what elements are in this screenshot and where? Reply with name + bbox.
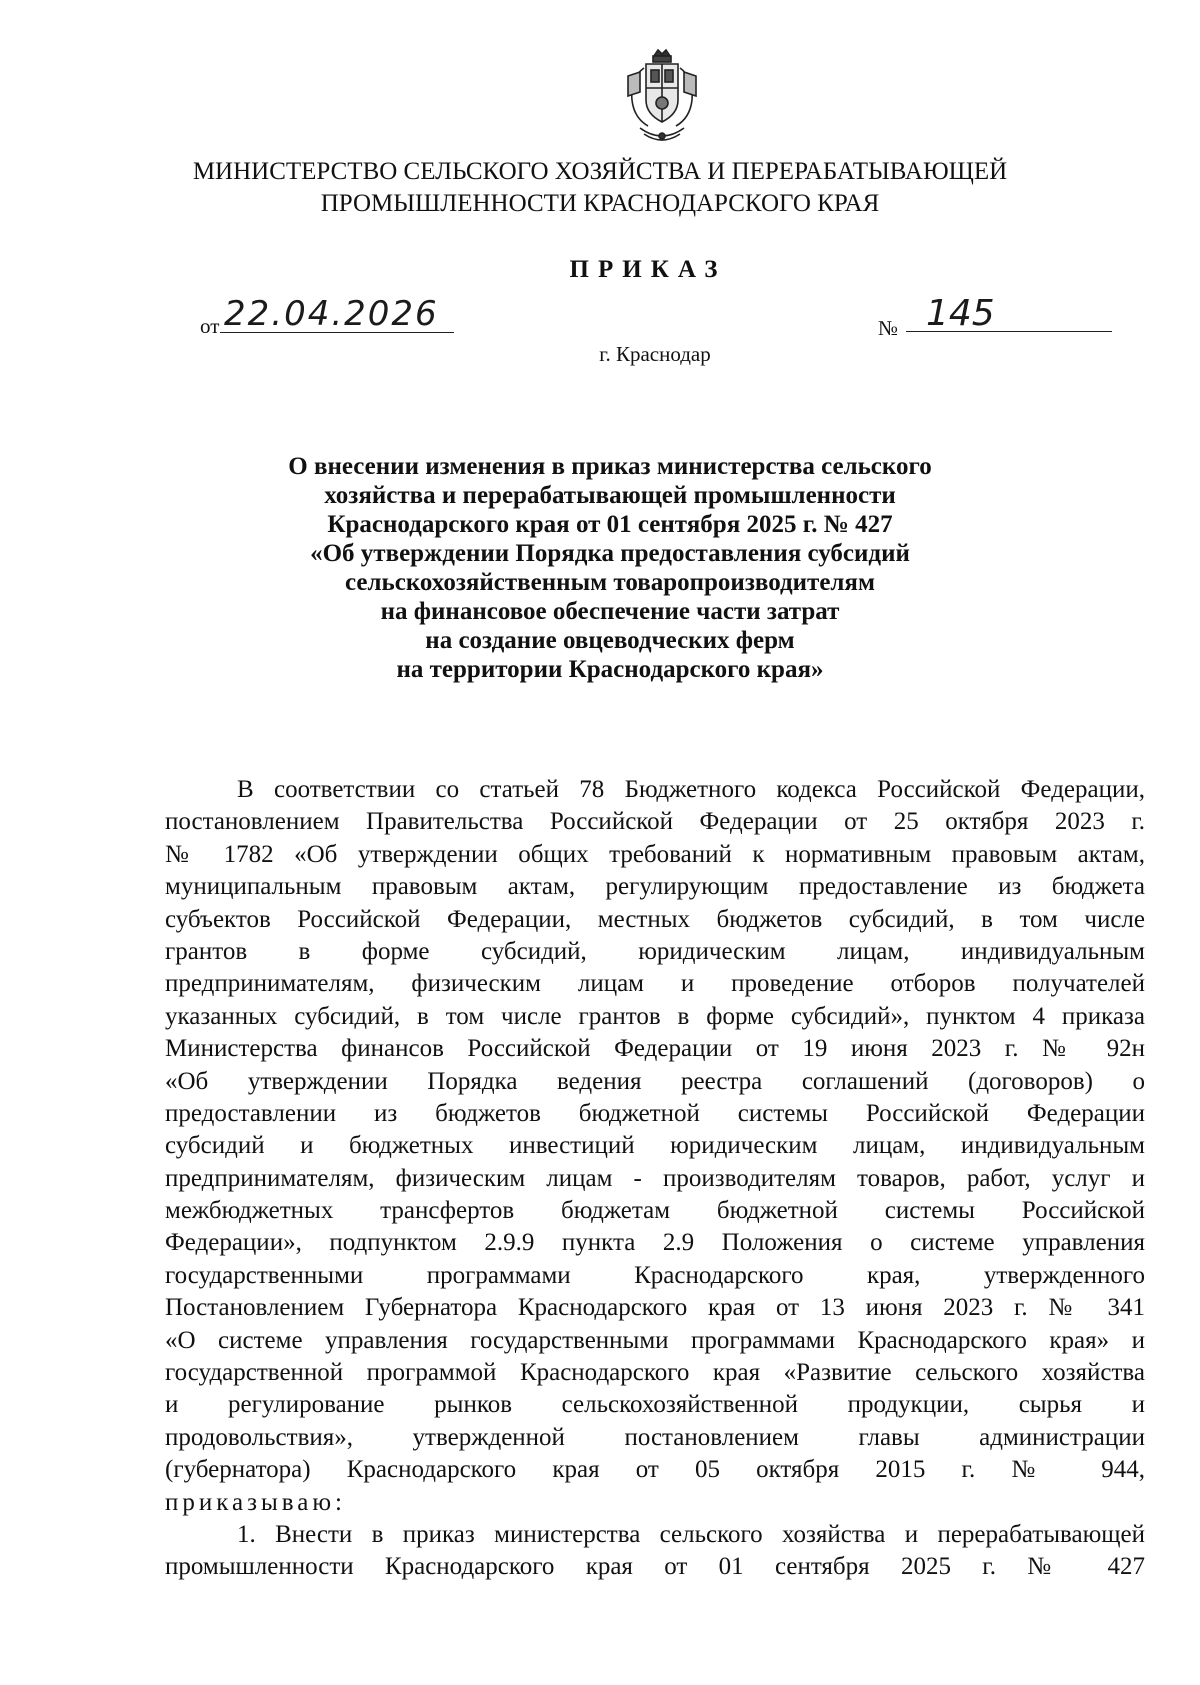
subject-line: «Об утверждении Порядка предоставления субсидий bbox=[310, 540, 910, 567]
subject-line: на территории Краснодарского края» bbox=[396, 656, 824, 683]
subject-line: О внесении изменения в приказ министерства сельского bbox=[288, 453, 932, 480]
body-line: 1. Внести в приказ министерства сельского хозяйства и перерабатывающей bbox=[237, 1520, 1145, 1548]
date-prefix: от bbox=[200, 314, 220, 338]
body-line-order-word: приказываю: bbox=[165, 1488, 346, 1516]
order-date bbox=[200, 296, 460, 340]
ministry-line-2: ПРОМЫШЛЕННОСТИ КРАСНОДАРСКОГО КРАЯ bbox=[320, 190, 880, 217]
body-line: предоставлении из бюджетов бюджетной системы Российской Федерации bbox=[165, 1099, 1145, 1127]
body-line: постановлением Правительства Российской Федерации от 25 октября 2023 г. bbox=[165, 808, 1145, 836]
order-number bbox=[878, 293, 1118, 340]
body-line: указанных субсидий, в том числе грантов в форме субсидий», пунктом 4 приказа bbox=[165, 1002, 1145, 1030]
body-line: продовольствия», утвержденной постановлением главы администрации bbox=[165, 1423, 1145, 1451]
order-title: ПРИКАЗ bbox=[569, 256, 727, 283]
body-line: (губернатора) Краснодарского края от 05 октября 2015 г. № 944, bbox=[165, 1456, 1145, 1484]
coat-of-arms-icon bbox=[618, 48, 706, 148]
order-subject bbox=[210, 452, 1010, 684]
subject-line: на финансовое обеспечение части затрат bbox=[380, 598, 840, 625]
handwritten-number: 145 bbox=[906, 296, 1112, 332]
number-prefix: № bbox=[878, 316, 899, 340]
subject-line: хозяйства и перерабатывающей промышленности bbox=[324, 482, 896, 509]
subject-line: сельскохозяйственным товаропроизводителям bbox=[344, 569, 875, 596]
body-line: Постановлением Губернатора Краснодарского края от 13 июня 2023 г. № 341 bbox=[165, 1294, 1145, 1322]
body-line: В соответствии со статьей 78 Бюджетного кодекса Российской Федерации, bbox=[237, 776, 1145, 803]
body-line: государственными программами Краснодарского края, утвержденного bbox=[165, 1261, 1145, 1289]
body-line: межбюджетных трансфертов бюджетам бюджетной системы Российской bbox=[165, 1197, 1145, 1225]
handwritten-date: 22.04.2026 bbox=[220, 296, 454, 333]
body-line: государственной программой Краснодарского края «Развитие сельского хозяйства bbox=[165, 1359, 1145, 1387]
body-line: предпринимателям, физическим лицам - производителям товаров, работ, услуг и bbox=[165, 1164, 1145, 1192]
body-line: муниципальным правовым актам, регулирующим предоставление из бюджета bbox=[165, 873, 1145, 901]
subject-line: на создание овцеводческих ферм bbox=[425, 627, 795, 654]
ministry-name bbox=[100, 156, 1100, 220]
body-line: промышленности Краснодарского края от 01 сентября 2025 г. № 427 bbox=[165, 1553, 1145, 1581]
body-line: № 1782 «Об утверждении общих требований к нормативным правовым актам, bbox=[165, 840, 1145, 868]
body-line: субсидий и бюджетных инвестиций юридическим лицам, индивидуальным bbox=[165, 1132, 1145, 1160]
body-line: Федерации», подпунктом 2.9.9 пункта 2.9 Положения о системе управления bbox=[165, 1229, 1145, 1257]
subject-line: Краснодарского края от 01 сентября 2025 г. № 427 bbox=[327, 511, 893, 538]
body-line: предпринимателям, физическим лицам и проведение отборов получателей bbox=[165, 970, 1145, 998]
body-line: «Об утверждении Порядка ведения реестра соглашений (договоров) о bbox=[165, 1067, 1145, 1095]
body-line: субъектов Российской Федерации, местных бюджетов субсидий, в том числе bbox=[165, 905, 1145, 933]
body-line: грантов в форме субсидий, юридическим лицам, индивидуальным bbox=[165, 937, 1145, 965]
body-line: и регулирование рынков сельскохозяйственной продукции, сырья и bbox=[165, 1391, 1145, 1419]
city-name: г. Краснодар bbox=[599, 342, 711, 366]
order-body bbox=[165, 774, 1145, 1584]
ministry-line-1: МИНИСТЕРСТВО СЕЛЬСКОГО ХОЗЯЙСТВА И ПЕРЕРАБАТЫВАЮЩЕЙ bbox=[192, 158, 1008, 185]
body-line: «О системе управления государственными программами Краснодарского края» и bbox=[165, 1326, 1145, 1354]
body-line: Министерства финансов Российской Федерации от 19 июня 2023 г. № 92н bbox=[165, 1035, 1145, 1063]
